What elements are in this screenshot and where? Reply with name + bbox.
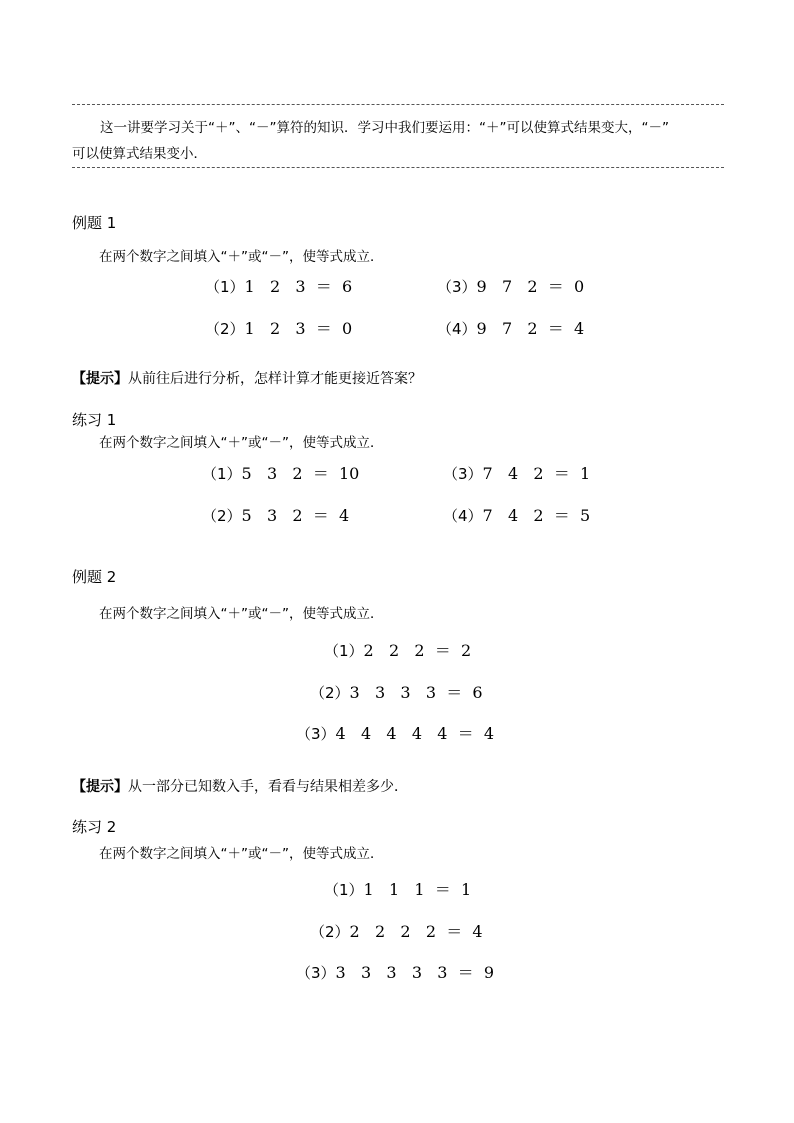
equation-label: （4） bbox=[437, 320, 477, 338]
equation-expression: 1 2 3 ＝ 6 bbox=[244, 277, 353, 296]
example-1-equation-2 bbox=[205, 316, 352, 339]
equation-label: （3） bbox=[443, 465, 483, 483]
hint-1 bbox=[72, 368, 422, 388]
equation-label: （3） bbox=[437, 278, 477, 296]
example-2-instruction: 在两个数字之间填入“＋”或“－”，使等式成立． bbox=[99, 606, 384, 622]
example-1-heading: 例题 1 bbox=[72, 214, 117, 232]
hint-tag: 【提示】 bbox=[72, 371, 128, 387]
hint-2 bbox=[72, 776, 408, 796]
bottom-divider bbox=[72, 167, 724, 168]
equation-label: （2） bbox=[310, 684, 350, 702]
example-2-equation-3 bbox=[296, 721, 494, 744]
practice-2-instruction: 在两个数字之间填入“＋”或“－”，使等式成立． bbox=[99, 846, 384, 862]
example-1-equation-3 bbox=[437, 274, 584, 297]
practice-1-equation-4 bbox=[443, 503, 590, 526]
intro-paragraph bbox=[72, 115, 732, 167]
equation-label: （3） bbox=[296, 725, 336, 743]
practice-2-equation-3 bbox=[296, 960, 494, 983]
practice-2-heading: 练习 2 bbox=[72, 818, 117, 836]
equation-expression: 5 3 2 ＝ 4 bbox=[241, 506, 350, 525]
equation-expression: 9 7 2 ＝ 4 bbox=[476, 319, 585, 338]
practice-1-equation-2 bbox=[202, 503, 349, 526]
equation-expression: 7 4 2 ＝ 1 bbox=[482, 464, 591, 483]
equation-label: （4） bbox=[443, 507, 483, 525]
example-1-instruction: 在两个数字之间填入“＋”或“－”，使等式成立． bbox=[99, 249, 384, 265]
equation-label: （2） bbox=[202, 507, 242, 525]
equation-expression: 1 2 3 ＝ 0 bbox=[244, 319, 353, 338]
practice-2-equation-1 bbox=[324, 877, 471, 900]
hint-tag: 【提示】 bbox=[72, 779, 128, 795]
equation-label: （1） bbox=[324, 642, 364, 660]
practice-1-instruction: 在两个数字之间填入“＋”或“－”，使等式成立． bbox=[99, 435, 384, 451]
intro-line-2: 可以使算式结果变小． bbox=[72, 146, 207, 162]
practice-2-equation-2 bbox=[310, 919, 483, 942]
equation-label: （1） bbox=[202, 465, 242, 483]
example-1-equation-1 bbox=[205, 274, 352, 297]
example-2-equation-2 bbox=[310, 680, 483, 703]
equation-expression: 4 4 4 4 4 ＝ 4 bbox=[335, 724, 495, 743]
equation-label: （2） bbox=[205, 320, 245, 338]
equation-label: （2） bbox=[310, 923, 350, 941]
equation-label: （1） bbox=[205, 278, 245, 296]
practice-1-equation-3 bbox=[443, 461, 590, 484]
example-2-heading: 例题 2 bbox=[72, 568, 117, 586]
top-divider bbox=[72, 104, 724, 105]
equation-expression: 2 2 2 2 ＝ 4 bbox=[349, 922, 483, 941]
practice-1-equation-1 bbox=[202, 461, 359, 484]
intro-line-1: 这一讲要学习关于“＋”、“－”算符的知识．学习中我们要运用：“＋”可以使算式结果变大，“－” bbox=[100, 120, 669, 136]
equation-expression: 3 3 3 3 3 ＝ 9 bbox=[335, 963, 495, 982]
example-1-equation-4 bbox=[437, 316, 584, 339]
equation-expression: 5 3 2 ＝ 10 bbox=[241, 464, 360, 483]
equation-label: （1） bbox=[324, 881, 364, 899]
equation-expression: 2 2 2 ＝ 2 bbox=[363, 641, 472, 660]
equation-expression: 1 1 1 ＝ 1 bbox=[363, 880, 472, 899]
hint-text: 从前往后进行分析，怎样计算才能更接近答案？ bbox=[128, 371, 422, 387]
example-2-equation-1 bbox=[324, 638, 471, 661]
equation-expression: 9 7 2 ＝ 0 bbox=[476, 277, 585, 296]
equation-label: （3） bbox=[296, 964, 336, 982]
equation-expression: 7 4 2 ＝ 5 bbox=[482, 506, 591, 525]
equation-expression: 3 3 3 3 ＝ 6 bbox=[349, 683, 483, 702]
hint-text: 从一部分已知数入手，看看与结果相差多少． bbox=[128, 779, 408, 795]
practice-1-heading: 练习 1 bbox=[72, 411, 117, 429]
